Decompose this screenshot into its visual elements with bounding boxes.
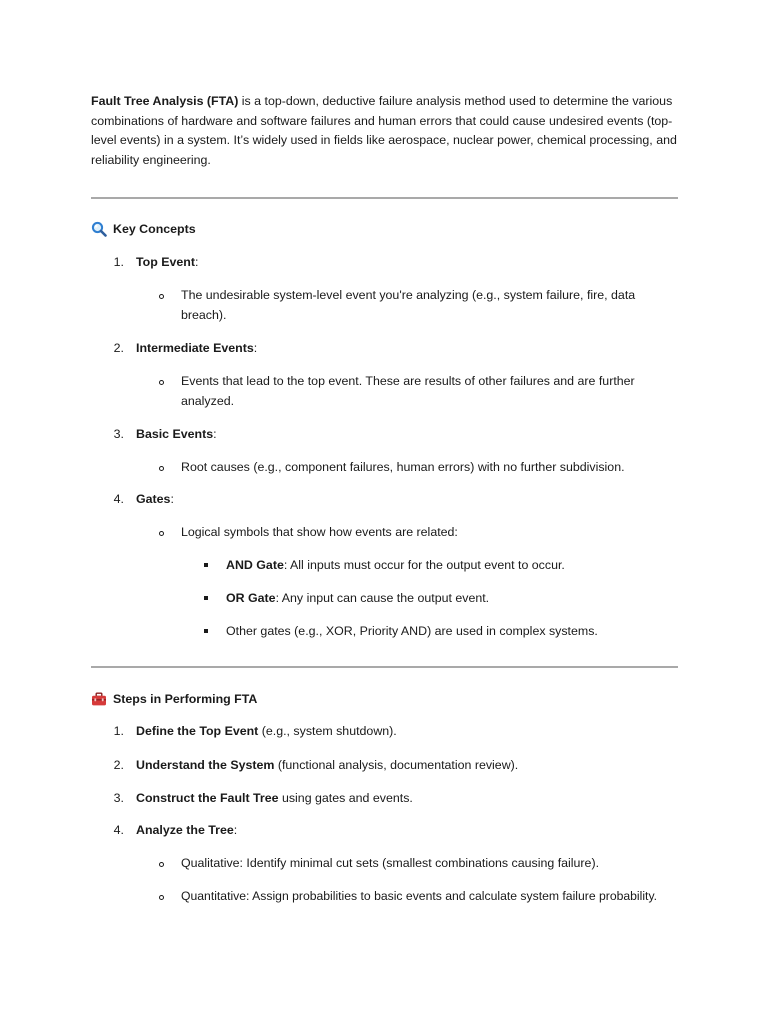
list-number: 4. bbox=[113, 492, 124, 506]
list-item-suffix: : bbox=[170, 492, 174, 506]
toolbox-icon bbox=[91, 691, 107, 707]
intro-text: is a top-down, deductive failure analysis method used to determine the various combinations of hardware and software failures and human errors that could cause undesired events (top-level events) in a system. It’s widely used in fields like aerospace, nuclear power, chemical processing, and reliability engineering. bbox=[91, 94, 677, 167]
circle-bullet-icon bbox=[159, 531, 164, 536]
sub-list-item: The undesirable system-level event you're analyzing (e.g., system failure, fire, data breach). bbox=[181, 288, 636, 322]
list-item-label: Gates bbox=[136, 492, 171, 506]
circle-bullet-icon bbox=[159, 895, 164, 900]
step-line bbox=[136, 756, 518, 776]
list-item-label: Intermediate Events bbox=[136, 341, 254, 355]
step-line bbox=[136, 722, 397, 742]
key-concepts-heading bbox=[91, 220, 196, 238]
list-item-suffix: : bbox=[253, 341, 258, 355]
square-bullet-icon bbox=[204, 596, 208, 600]
square-bullet-icon bbox=[204, 629, 208, 633]
sub-list-item: Qualitative: Identify minimal cut sets (smallest combinations causing failure). bbox=[181, 856, 600, 870]
step-text: (functional analysis, documentation review). bbox=[274, 758, 519, 772]
list-item-label-line bbox=[136, 490, 174, 510]
list-item-label-line bbox=[136, 425, 217, 445]
list-number: 1. bbox=[113, 724, 124, 738]
sub-sub-list-item bbox=[226, 556, 565, 576]
sub-list-item: Root causes (e.g., component failures, human errors) with no further subdivision. bbox=[181, 460, 625, 474]
sub-list-item: Quantitative: Assign probabilities to basic events and calculate system failure probability. bbox=[181, 889, 658, 903]
intro-term: Fault Tree Analysis (FTA) bbox=[91, 94, 239, 108]
gate-label: OR Gate bbox=[226, 591, 276, 605]
step-label: Construct the Fault Tree bbox=[136, 791, 279, 805]
steps-heading bbox=[91, 690, 257, 708]
gate-text: : Any input can cause the output event. bbox=[275, 591, 490, 605]
list-number: 4. bbox=[113, 823, 124, 837]
square-bullet-icon bbox=[204, 563, 208, 567]
step-label: Understand the System bbox=[136, 758, 275, 772]
circle-bullet-icon bbox=[159, 380, 164, 385]
key-concepts-title: Key Concepts bbox=[113, 222, 196, 236]
list-item-suffix: : bbox=[194, 255, 199, 269]
step-line bbox=[136, 789, 413, 809]
list-number: 3. bbox=[113, 791, 124, 805]
list-number: 3. bbox=[113, 427, 124, 441]
step-line bbox=[136, 821, 237, 841]
sub-list-item: Logical symbols that show how events are related: bbox=[181, 525, 458, 539]
step-text: : bbox=[233, 823, 238, 837]
list-item-label: Basic Events bbox=[136, 427, 214, 441]
gate-label: AND Gate bbox=[226, 558, 284, 572]
circle-bullet-icon bbox=[159, 466, 164, 471]
list-item-label-line bbox=[136, 253, 198, 273]
list-number: 1. bbox=[113, 255, 124, 269]
list-item-label-line bbox=[136, 339, 257, 359]
list-item-label: Top Event bbox=[136, 255, 195, 269]
step-label: Define the Top Event bbox=[136, 724, 259, 738]
magnifying-glass-icon bbox=[91, 221, 107, 237]
horizontal-divider bbox=[91, 197, 678, 199]
sub-sub-list-item bbox=[226, 589, 489, 609]
step-text: using gates and events. bbox=[278, 791, 413, 805]
list-number: 2. bbox=[113, 758, 124, 772]
step-label: Analyze the Tree bbox=[136, 823, 234, 837]
horizontal-divider bbox=[91, 666, 678, 668]
intro-paragraph bbox=[91, 92, 681, 170]
sub-sub-list-item bbox=[226, 622, 598, 642]
list-number: 2. bbox=[113, 341, 124, 355]
gate-text: : All inputs must occur for the output event to occur. bbox=[283, 558, 565, 572]
list-item-suffix: : bbox=[213, 427, 217, 441]
gate-text: Other gates (e.g., XOR, Priority AND) are used in complex systems. bbox=[226, 624, 598, 638]
steps-title: Steps in Performing FTA bbox=[113, 692, 258, 706]
circle-bullet-icon bbox=[159, 294, 164, 299]
step-text: (e.g., system shutdown). bbox=[258, 724, 397, 738]
circle-bullet-icon bbox=[159, 862, 164, 867]
sub-list-item: Events that lead to the top event. These are results of other failures and are further analyzed. bbox=[181, 374, 635, 408]
